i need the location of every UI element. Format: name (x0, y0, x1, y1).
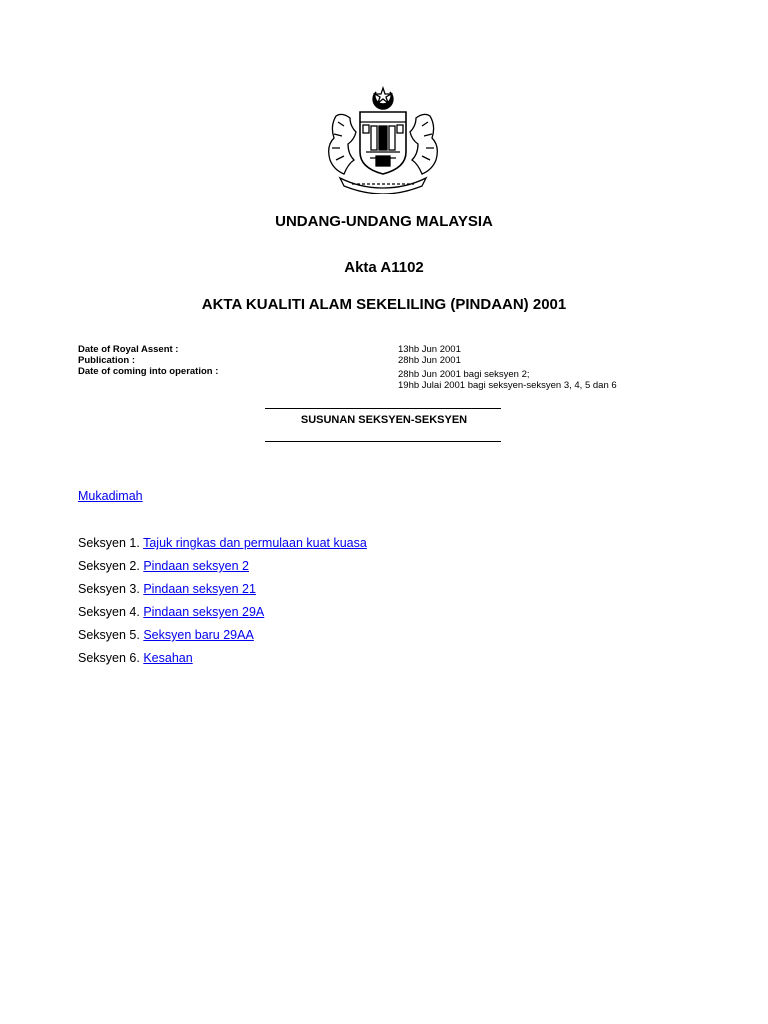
publication-label: Publication : (78, 355, 135, 366)
operation-date-label: Date of coming into operation : (78, 366, 219, 377)
section-link-4[interactable]: Pindaan seksyen 29A (143, 605, 265, 619)
section-prefix: Seksyen 5. (78, 628, 140, 642)
operation-date-value-1: 28hb Jun 2001 bagi seksyen 2; (398, 369, 530, 380)
section-link-2[interactable]: Pindaan seksyen 2 (143, 559, 249, 573)
preamble-link[interactable]: Mukadimah (78, 489, 143, 503)
metadata-values (398, 344, 617, 391)
section-row (78, 535, 367, 558)
section-row (78, 558, 367, 581)
section-link-5[interactable]: Seksyen baru 29AA (143, 628, 254, 642)
metadata-labels (78, 344, 218, 377)
section-link-1[interactable]: Tajuk ringkas dan permulaan kuat kuasa (143, 536, 367, 550)
section-link-3[interactable]: Pindaan seksyen 21 (143, 582, 256, 596)
section-row (78, 604, 367, 627)
section-prefix: Seksyen 3. (78, 582, 140, 596)
section-row (78, 627, 367, 650)
divider-bottom (265, 441, 501, 442)
section-list (78, 535, 367, 673)
section-row (78, 650, 367, 673)
divider-top (265, 408, 501, 409)
publication-value: 28hb Jun 2001 (398, 355, 461, 366)
coat-of-arms-icon (318, 86, 448, 194)
royal-assent-value: 13hb Jun 2001 (398, 344, 461, 355)
operation-date-value-2: 19hb Julai 2001 bagi seksyen-seksyen 3, 4, 5 dan 6 (398, 380, 617, 391)
section-prefix: Seksyen 2. (78, 559, 140, 573)
preamble-row (78, 489, 143, 503)
section-prefix: Seksyen 6. (78, 651, 140, 665)
act-number: Akta A1102 (344, 259, 424, 276)
section-prefix: Seksyen 4. (78, 605, 140, 619)
section-prefix: Seksyen 1. (78, 536, 140, 550)
section-link-6[interactable]: Kesahan (143, 651, 193, 665)
document-title: UNDANG-UNDANG MALAYSIA (275, 213, 493, 230)
toc-heading: SUSUNAN SEKSYEN-SEKSYEN (300, 414, 468, 426)
section-row (78, 581, 367, 604)
act-title: AKTA KUALITI ALAM SEKELILING (PINDAAN) 2001 (201, 296, 567, 313)
royal-assent-label: Date of Royal Assent : (78, 344, 179, 355)
